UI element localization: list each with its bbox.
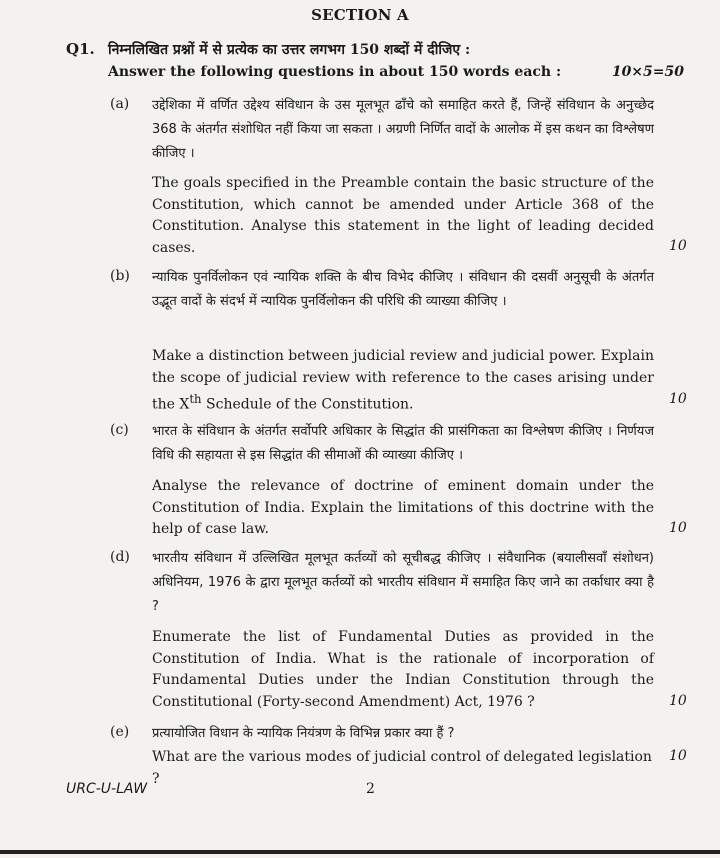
- item-e-label: (e): [110, 724, 130, 740]
- item-d-marks: 10: [669, 693, 687, 709]
- item-a-english: The goals specified in the Preamble contain the basic structure of the Constitution, which cannot be amended under Article 368 of the Constitution. Analyse this statement in the light of leading decided cases.: [152, 175, 654, 256]
- item-b-label: (b): [110, 268, 130, 284]
- item-b-english: Make a distinction between judicial review and judicial power. Explain the scope of judicial review with reference to the cases arising under the Xth Schedule of the Constitution.: [152, 348, 654, 413]
- total-marks: 10×5=50: [611, 64, 684, 80]
- item-e-english: What are the various modes of judicial control of delegated legislation ?: [152, 749, 652, 787]
- item-a-marks: 10: [669, 238, 687, 254]
- item-a-hindi: उद्देशिका में वर्णित उद्देश्य संविधान के उस मूलभूत ढाँचे को समाहित करते हैं, जिन्हें संविधान के अनुच्छेद 368 के अंतर्गत संशोधित नहीं किया जा सकता । अग्रणी निर्णित वादों के आलोक में इस कथन का विश्लेषण कीजिए ।: [152, 98, 654, 161]
- item-d-english: Enumerate the list of Fundamental Duties as provided in the Constitution of India. What is the rationale of incorporation of Fundamental Duties under the Indian Constitution through the Constitutional (Forty-second Amendment) Act, 1976 ?: [152, 629, 654, 710]
- question-instruction-hindi: निम्नलिखित प्रश्नों में से प्रत्येक का उत्तर लगभग 150 शब्दों में दीजिए :: [108, 42, 471, 58]
- superscript: th: [189, 392, 202, 406]
- item-b-marks: 10: [669, 391, 687, 407]
- item-a-label: (a): [110, 96, 130, 112]
- item-d-hindi: भारतीय संविधान में उल्लिखित मूलभूत कर्तव्यों को सूचीबद्ध कीजिए । संवैधानिक (बयालीसवाँ संशोधन) अधिनियम, 1976 के द्वारा मूलभूत कर्तव्यों को भारतीय संविधान में समाहित किए जाने का तर्काधार क्या है ?: [152, 551, 654, 614]
- item-b-hindi: न्यायिक पुनर्विलोकन एवं न्यायिक शक्ति के बीच विभेद कीजिए । संविधान की दसवीं अनुसूची के अंतर्गत उद्भूत वादों के संदर्भ में न्यायिक पुनर्विलोकन की परिधि की व्याख्या कीजिए ।: [152, 270, 654, 309]
- bottom-edge-line: [0, 850, 720, 854]
- item-e-marks: 10: [669, 748, 687, 764]
- page-number: 2: [366, 781, 375, 797]
- item-c-marks: 10: [669, 520, 687, 536]
- item-e-hindi: प्रत्यायोजित विधान के न्यायिक नियंत्रण के विभिन्न प्रकार क्या हैं ?: [152, 726, 455, 741]
- item-c-hindi: भारत के संविधान के अंतर्गत सर्वोपरि अधिकार के सिद्धांत की प्रासंगिकता का विश्लेषण कीजिए । निर्णयज विधि की सहायता से इस सिद्धांत की सीमाओं की व्याख्या कीजिए ।: [152, 424, 654, 463]
- paper-code: URC-U-LAW: [66, 781, 148, 797]
- item-c-english: Analyse the relevance of doctrine of eminent domain under the Constitution of India. Explain the limitations of this doctrine with the help of case law.: [152, 478, 654, 537]
- question-instruction-english: Answer the following questions in about 150 words each :: [108, 64, 562, 80]
- section-title: SECTION A: [311, 6, 409, 24]
- item-c-label: (c): [110, 422, 129, 438]
- item-d-label: (d): [110, 549, 130, 565]
- question-number: Q1.: [66, 40, 95, 58]
